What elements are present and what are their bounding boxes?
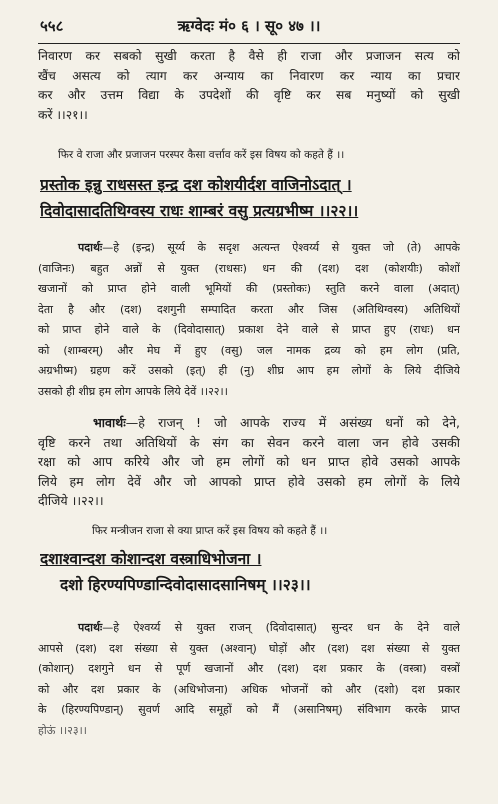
header-rule — [38, 43, 460, 44]
mantra-line: दशो हिरण्यपिण्डान्दिवोदासादसानिषम् ।।२३।। — [60, 576, 311, 594]
text-line: होऊं ।।२३।। — [38, 723, 87, 737]
mantra-line: प्रस्तोक इन्नु राधसस्त इन्द्र दश कोशयीर्दश वाजिनोऽदात् । — [40, 176, 352, 194]
page-number: ५५८ — [40, 17, 64, 35]
mantra-verse — [40, 546, 460, 598]
padartha-section — [38, 618, 460, 741]
section-intro: फिर वे राजा और प्रजाजन परस्पर कैसा वर्त्ताव करें इस विषय को कहते हैं ।। — [58, 149, 345, 161]
mantra-line: दशाश्वान्दश कोशान्दश वस्त्राधिभोजना । — [40, 550, 262, 568]
text-line: के (हिरण्यपिण्डान्) सुवर्ण आदि समूहों को मैं (असानिषम्) संविभाग करके प्राप्त — [38, 703, 460, 716]
text-line: वृष्टि करने तथा अतिथियों के संग का सेवन करने वाला जन होवे उसकी — [38, 434, 460, 450]
text-line: आपसे (दश) दश संख्या से युक्त (अश्वान्) घोड़ों और (दश) दश संख्या से युक्त — [38, 641, 460, 655]
text-line: लिये हम लोग देवें और जो आपको प्राप्त होवे उसको हम लोगों के लिये — [38, 473, 460, 489]
running-title: ऋग्वेदः मं० ६ । सू० ४७ ।। — [177, 17, 321, 35]
padartha-label: पदार्थः — [78, 241, 103, 254]
text-line: दीजिये ।।२२।। — [38, 493, 104, 508]
bhavartha-label: भावार्थः — [93, 415, 126, 430]
padartha-label: पदार्थः — [78, 621, 103, 634]
text-line: रक्षा को आप करिये और जो हम लोगों को धन प्राप्त होवे उसको आपके — [38, 454, 460, 469]
padartha-section — [38, 238, 460, 402]
text-line: कर और उत्तम विद्या के उपदेशों की वृष्टि कर सब मनुष्यों को सुखी — [38, 88, 460, 102]
text-line: (कोशान्) दशगुने धन से पूर्ण खजानों और (दश) दश प्रकार के (वस्त्रा) वस्त्रों — [38, 662, 460, 675]
page-header — [40, 14, 458, 38]
text-line: (वाजिनः) बहुत अन्नों से युक्त (राधसः) धन की (दश) दश (कोशयीः) कोशों — [38, 261, 460, 275]
text-line: को प्राप्त होने वाले के (दिवोदासात्) प्रकाश देने वाले से प्राप्त हुए (राधः) धन — [38, 323, 460, 336]
text-line: को और दश प्रकार के (अधिभोजना) अधिक भोजनों को और (दशो) दश प्रकार — [38, 682, 460, 696]
text-line: भावार्थः—हे राजन् ! जो आपके राज्य में असंख्य धनों को देने, — [93, 415, 460, 430]
mantra-verse — [40, 172, 460, 224]
text-line: पदार्थः—हे ऐश्वर्य्य से युक्त राजन् (दिवोदासात्) सुन्दर धन के देने वाले — [78, 621, 460, 634]
text-line: उसको ही शीघ्र हम लोग आपके लिये देवें ।।२२।। — [38, 384, 228, 398]
text-line: को (शाम्बरम्) और मेघ में हुए (वसु) जल नामक द्रव्य को हम लोग (प्रति, — [38, 343, 460, 357]
top-paragraph — [38, 47, 460, 125]
text-line: निवारण कर सबको सुखी करता है वैसे ही राजा और प्रजाजन सत्य को — [38, 49, 460, 63]
text-line: खैंच असत्य को त्याग कर अन्याय का निवारण कर न्याय का प्रचार — [38, 68, 460, 83]
text-line: खजानों को प्राप्त होने वाली भूमियों की (प्रस्तोकः) स्तुति करने वाला (अदात्) — [38, 282, 460, 295]
text-line: पदार्थः—हे (इन्द्र) सूर्य्य के सदृश अत्यन्त ऐश्वर्य्य से युक्त जो (ते) आपके — [78, 241, 460, 254]
text-line: देता है और (दश) दशगुनी सम्पादित करता और जिस (अतिथिग्वस्य) अतिथियों — [38, 302, 460, 316]
section-intro: फिर मन्त्रीजन राजा से क्या प्राप्त करें इस विषय को कहते हैं ।। — [92, 525, 328, 537]
mantra-line: दिवोदासादतिथिग्वस्य राधः शाम्बरं वसु प्रत्यग्रभीष्म ।।२२।। — [40, 202, 359, 220]
text-line: अग्रभीष्म) ग्रहण करें उसको (इत्) ही (नु) शीघ्र आप हम लोगों के लिये दीजिये — [38, 364, 460, 377]
text-line: करें ।।२१।। — [38, 107, 88, 122]
bhavartha-section — [38, 413, 460, 511]
